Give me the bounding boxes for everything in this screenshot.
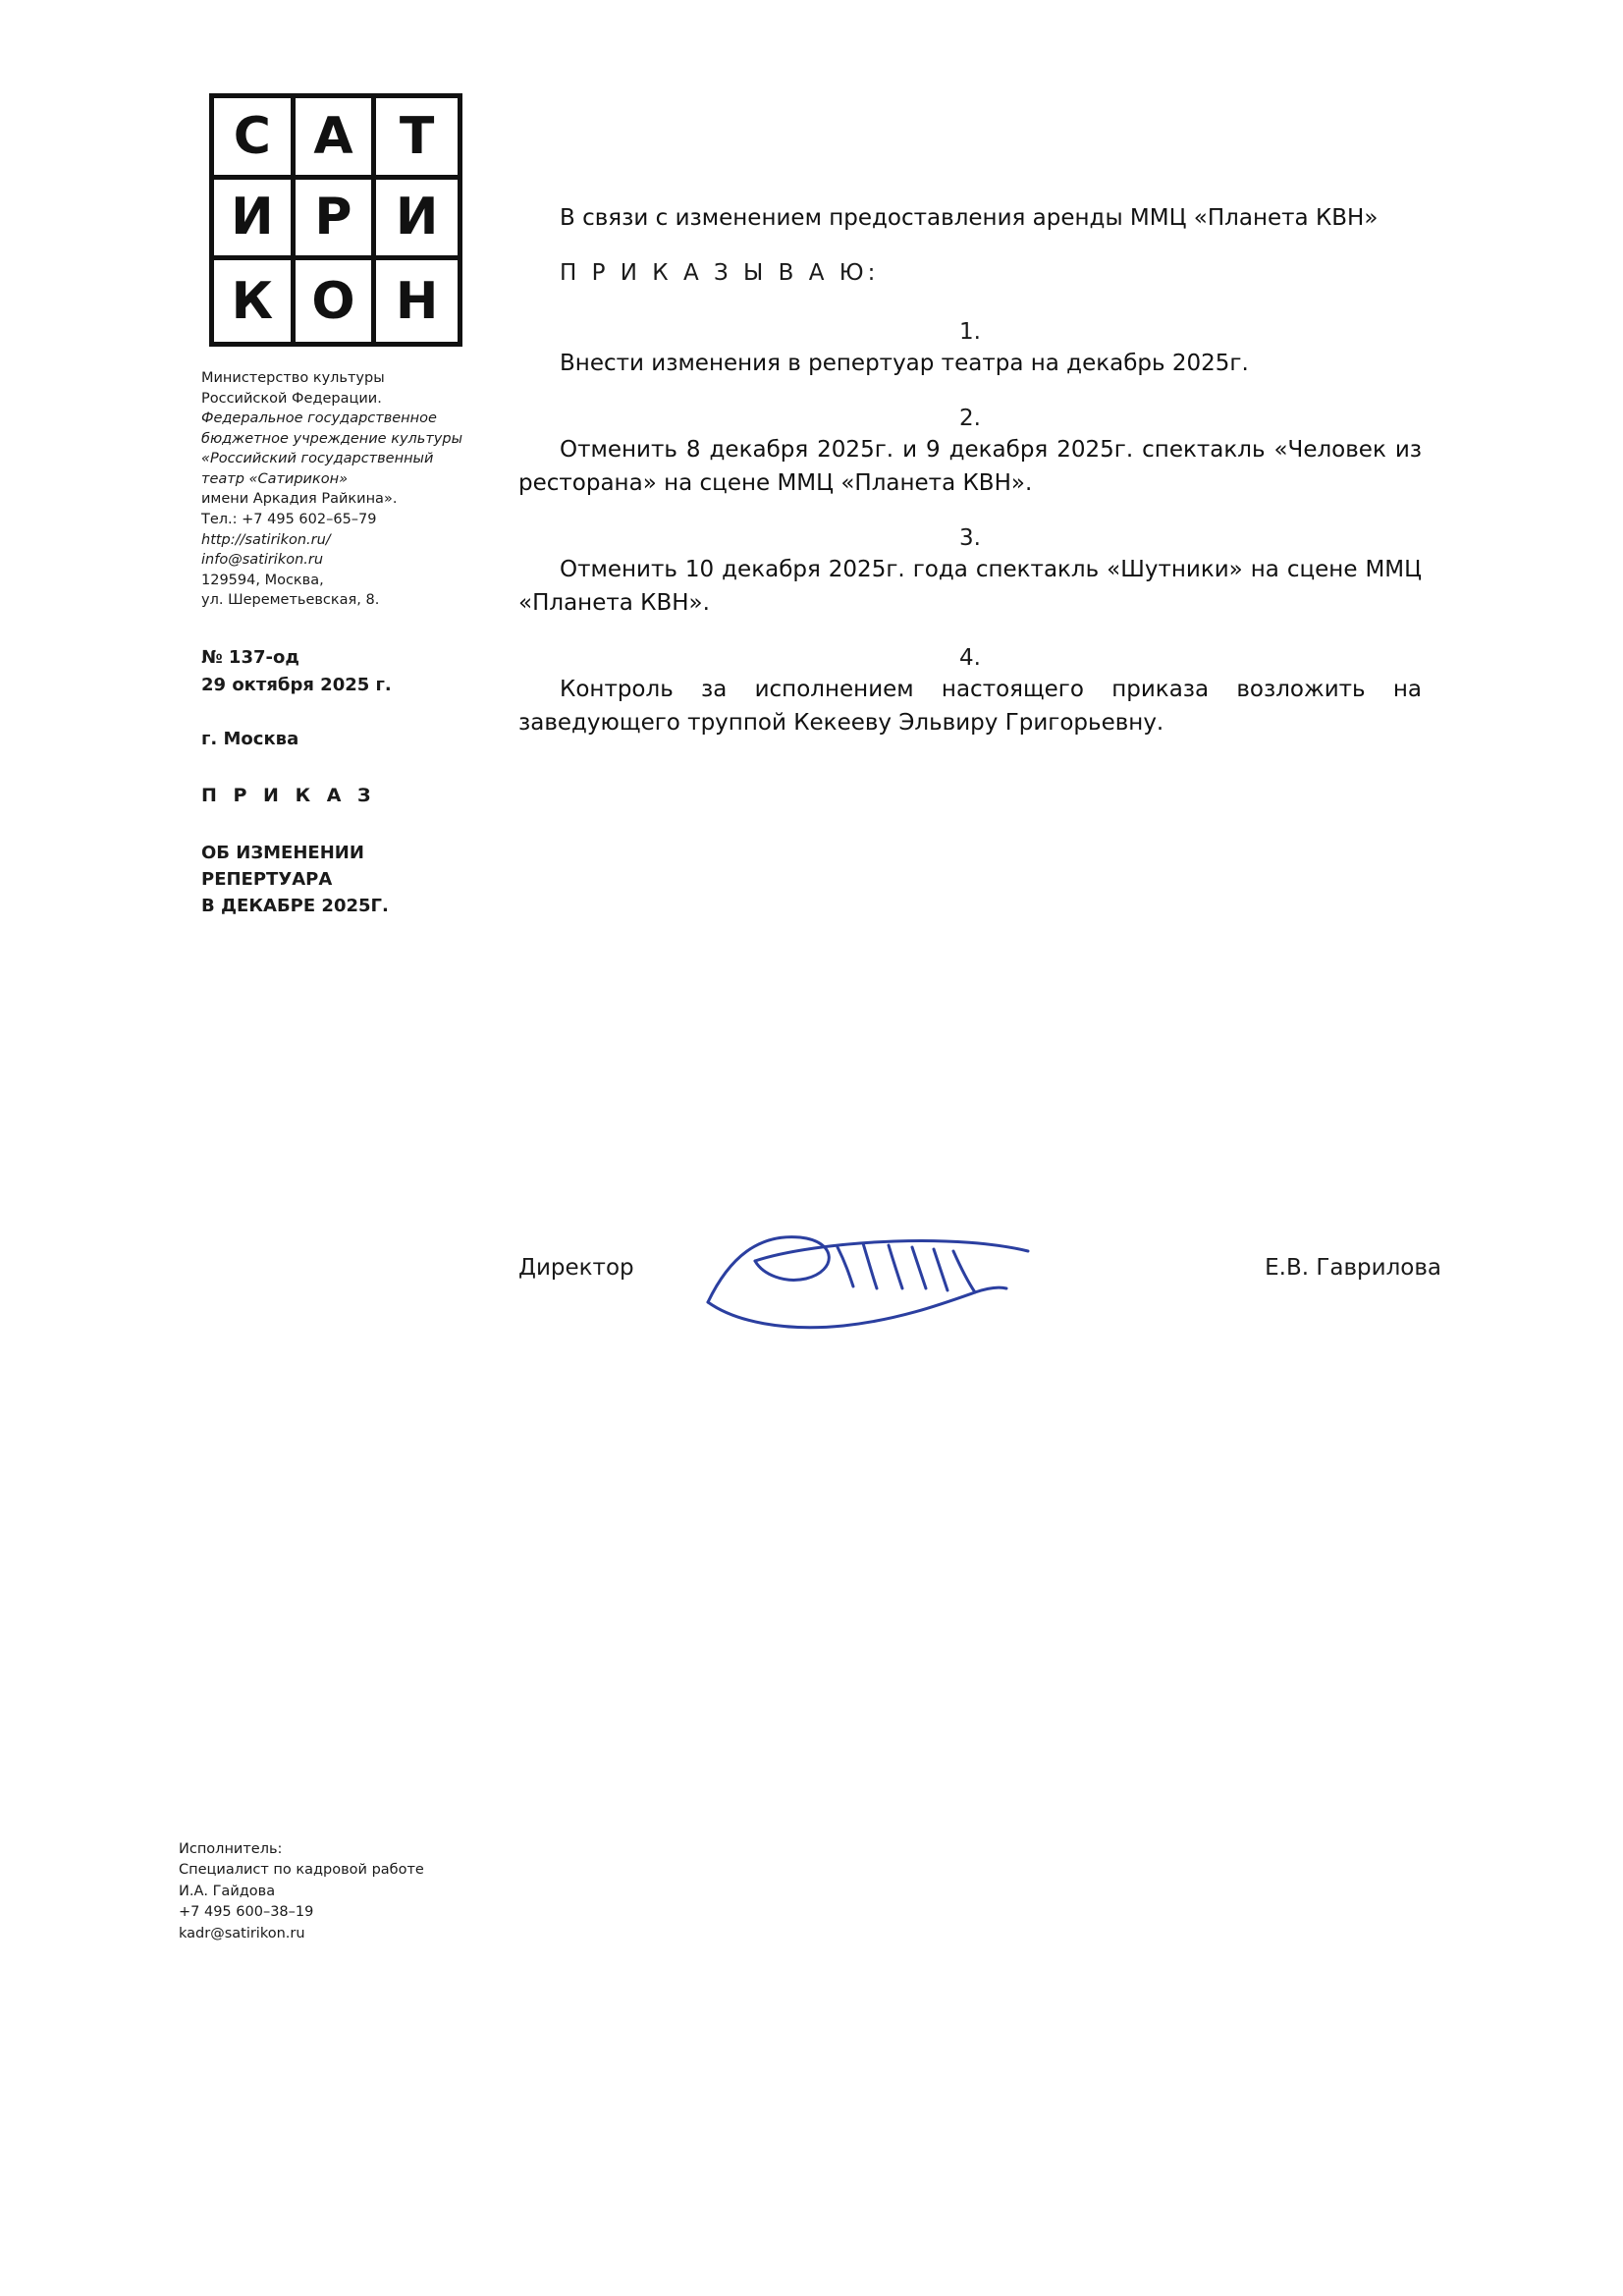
document-body (518, 201, 1422, 739)
item-number: 2. (959, 406, 981, 432)
org-line: Федеральное государственное (201, 410, 437, 427)
executor-name: И.А. Гайдова (179, 1883, 276, 1899)
preamble-paragraph: В связи с изменением предоставления аренды ММЦ «Планета КВН» (560, 205, 1379, 231)
document-number: № 137-од (201, 646, 299, 668)
logo-letter: И (376, 180, 458, 261)
item-number: 4. (959, 645, 981, 672)
document-number-block (201, 644, 555, 699)
document-date: 29 октября 2025 г. (201, 674, 392, 695)
logo-letter: С (214, 98, 296, 180)
logo-letter: К (214, 260, 296, 342)
item-number: 3. (959, 525, 981, 552)
document-city: г. Москва (201, 728, 299, 749)
subject-line: РЕПЕРТУАРА (201, 868, 333, 890)
logo-letter: О (296, 260, 377, 342)
org-line: Российской Федерации. (201, 390, 382, 407)
org-address-line: 129594, Москва, (201, 572, 324, 588)
item-text: Внести изменения в репертуар театра на декабрь 2025г. (560, 351, 1249, 377)
letterhead-column (201, 93, 555, 919)
order-keyword: П Р И К А З Ы В А Ю: (560, 260, 880, 287)
item-number: 1. (959, 319, 981, 346)
item-text: Отменить 10 декабря 2025г. года спектакль «Шутники» на сцене ММЦ «Планета КВН». (518, 557, 1422, 617)
document-subject (201, 840, 555, 919)
executor-block (179, 1839, 424, 1944)
organization-details (201, 368, 555, 611)
subject-line: В ДЕКАБРЕ 2025Г. (201, 895, 389, 916)
handwritten-signature-icon (690, 1218, 1103, 1336)
org-line: «Российский государственный (201, 451, 434, 467)
signer-title: Директор (518, 1255, 634, 1281)
logo-letter: Н (395, 271, 439, 331)
executor-position: Специалист по кадровой работе (179, 1862, 424, 1879)
org-line: имени Аркадия Райкина». (201, 491, 398, 508)
logo-letter: И (214, 180, 296, 261)
logo-letter: Р (296, 180, 377, 261)
org-website: http://satirikon.ru/ (201, 531, 331, 548)
org-phone: Тел.: +7 495 602–65–79 (201, 512, 377, 528)
item-text: Отменить 8 декабря 2025г. и 9 декабря 2025г. спектакль «Человек из ресторана» на сцене ММЦ «Планета КВН». (518, 437, 1422, 497)
signature-row (518, 1228, 1441, 1345)
satirikon-logo (209, 93, 462, 347)
executor-phone: +7 495 600–38–19 (179, 1904, 314, 1921)
org-line: Министерство культуры (201, 370, 385, 386)
executor-line: Исполнитель: (179, 1841, 283, 1857)
executor-email: kadr@satirikon.ru (179, 1925, 305, 1941)
document-kind: П Р И К А З (201, 784, 376, 806)
logo-letter: A (296, 98, 377, 180)
org-address-line: ул. Шереметьевская, 8. (201, 592, 380, 609)
org-line: бюджетное учреждение культуры (201, 430, 463, 447)
org-line: театр «Сатирикон» (201, 470, 349, 487)
subject-line: ОБ ИЗМЕНЕНИИ (201, 842, 364, 863)
signer-name: Е.В. Гаврилова (1265, 1255, 1441, 1281)
item-text: Контроль за исполнением настоящего приказа возложить на заведующего труппой Кекееву Эльвиру Григорьевну. (518, 677, 1422, 737)
org-email: info@satirikon.ru (201, 552, 324, 569)
logo-letter: Т (376, 98, 458, 180)
